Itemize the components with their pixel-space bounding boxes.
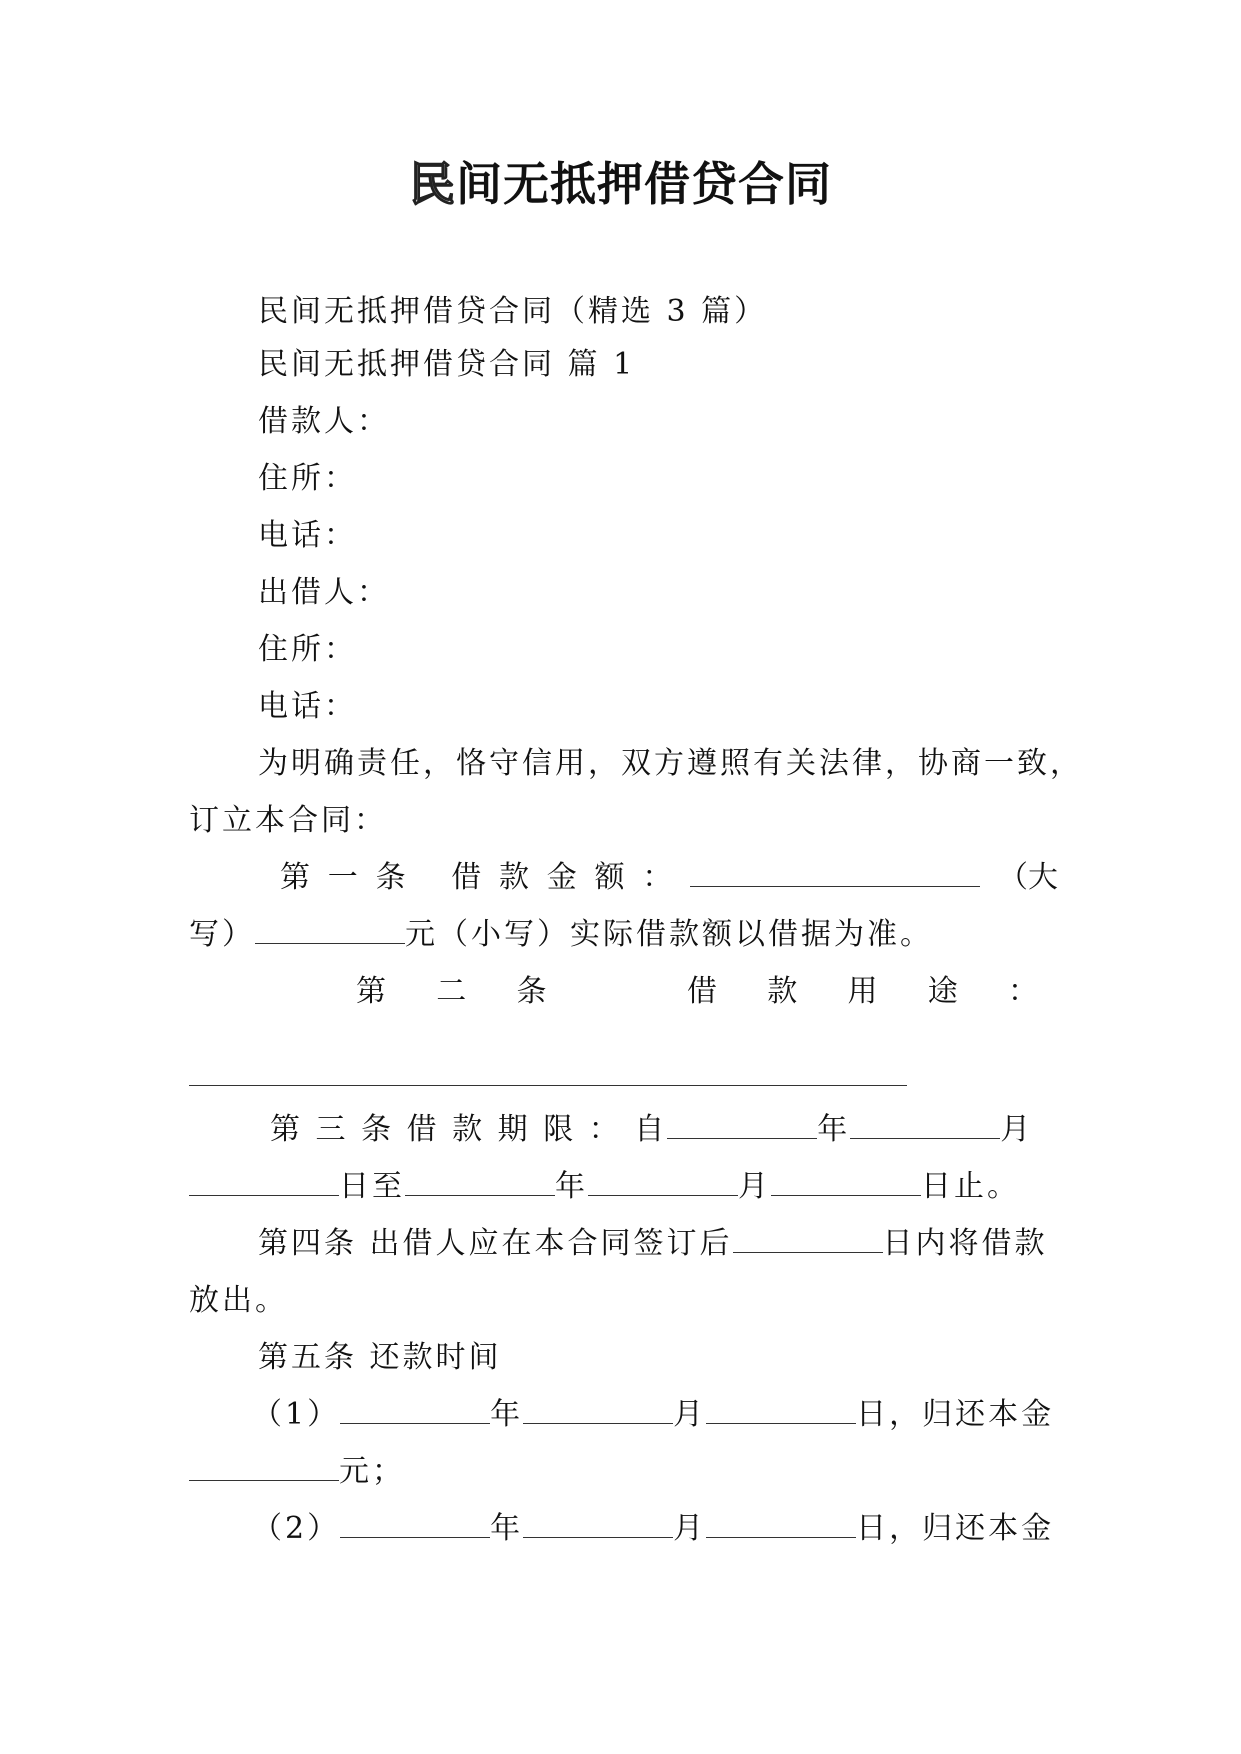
art1-l2-a: 写） <box>189 917 255 952</box>
item2-b: 年 <box>490 1511 524 1546</box>
preamble-line-2: 订立本合同： <box>189 803 387 838</box>
item1-day-blank <box>706 1395 856 1424</box>
loan-purpose-blank <box>189 1085 907 1086</box>
section-heading: 民间无抵押借贷合同 篇 1 <box>258 347 636 382</box>
article-1-line-1 <box>280 858 1058 898</box>
item2-c: 月 <box>673 1511 707 1546</box>
title-rest: 间无抵押借贷合同 <box>456 157 832 211</box>
borrower-label: 借款人： <box>258 404 390 439</box>
article-3-line-1 <box>270 1110 1033 1150</box>
art1-word: 一 <box>327 860 358 895</box>
art2-word: ： <box>1008 974 1038 1009</box>
art1-word: 条 <box>375 860 406 895</box>
art2-word: 途 <box>927 974 958 1009</box>
item1-month-blank <box>523 1395 673 1424</box>
item2-year-blank <box>340 1509 490 1538</box>
item1-year-blank <box>340 1395 490 1424</box>
art4-l1-a: 第四条 出借人应在本合同签订后 <box>258 1226 733 1261</box>
art2-word: 借 <box>687 974 717 1009</box>
start-day-blank <box>189 1167 339 1196</box>
item1-b: 年 <box>490 1397 524 1432</box>
item1-c: 月 <box>673 1397 707 1432</box>
art1-tail: （大 <box>997 860 1058 895</box>
art1-word: 款 <box>498 860 529 895</box>
title-first-char: 民 <box>409 157 456 211</box>
borrower-address-label: 住所： <box>258 461 357 496</box>
art1-l2-b: 元（小写）实际借款额以借据为准。 <box>405 917 933 952</box>
article-4-line-1 <box>258 1224 1048 1264</box>
art1-word: 借 <box>451 860 482 895</box>
art2-word: 款 <box>767 974 798 1009</box>
article-4-line-2: 放出。 <box>189 1283 288 1318</box>
art3-l1-a: 第 三 条 借 款 期 限 ： 自 <box>270 1112 668 1147</box>
item2-day-blank <box>706 1509 856 1538</box>
repayment-item-1-line-1 <box>252 1395 1054 1435</box>
art1-word: 金 <box>546 860 577 895</box>
start-month-blank <box>850 1110 1000 1139</box>
item1-amount-blank <box>189 1452 339 1481</box>
lender-label: 出借人： <box>258 575 390 610</box>
lender-phone-label: 电话： <box>258 689 357 724</box>
art3-l1-c: 月 <box>1000 1112 1034 1147</box>
disbursement-days-blank <box>733 1224 883 1253</box>
art4-l1-b: 日内将借款 <box>882 1226 1048 1261</box>
art3-l2-d: 日止。 <box>921 1169 1020 1204</box>
art3-l2-b: 年 <box>555 1169 588 1204</box>
start-year-blank <box>667 1110 817 1139</box>
item1-l2: 元； <box>339 1454 405 1489</box>
item1-a: （1） <box>252 1397 341 1432</box>
article-5-heading: 第五条 还款时间 <box>258 1340 502 1375</box>
item2-month-blank <box>523 1509 673 1538</box>
amount-lowercase-blank <box>255 915 405 944</box>
repayment-item-2-line-1 <box>252 1509 1054 1549</box>
item1-d: 日，归还本金 <box>856 1397 1055 1432</box>
art1-word: ： <box>642 860 673 895</box>
art3-l1-b: 年 <box>817 1112 851 1147</box>
art1-word: 额 <box>594 860 625 895</box>
article-3-line-2 <box>189 1167 1020 1207</box>
art3-l2-a: 日至 <box>339 1169 405 1204</box>
preamble-line-1: 为明确责任，恪守信用，双方遵照有关法律，协商一致， <box>258 746 1083 781</box>
end-year-blank <box>405 1167 555 1196</box>
art2-word: 二 <box>436 974 467 1009</box>
art2-word: 条 <box>516 974 547 1009</box>
document-title <box>0 152 1241 216</box>
borrower-phone-label: 电话： <box>258 518 357 553</box>
article-1-line-2 <box>189 915 933 955</box>
repayment-item-1-line-2 <box>189 1452 405 1492</box>
item2-d: 日，归还本金 <box>856 1511 1055 1546</box>
art1-word: 第 <box>280 860 310 895</box>
amount-uppercase-blank <box>690 858 980 887</box>
art2-word: 用 <box>847 974 878 1009</box>
lender-address-label: 住所： <box>258 632 357 667</box>
item2-a: （2） <box>252 1511 341 1546</box>
end-month-blank <box>588 1167 738 1196</box>
subtitle: 民间无抵押借贷合同（精选 3 篇） <box>258 294 768 329</box>
end-day-blank <box>771 1167 921 1196</box>
article-2-line-1 <box>356 972 1038 1012</box>
art2-word: 第 <box>356 974 386 1009</box>
art3-l2-c: 月 <box>738 1169 771 1204</box>
